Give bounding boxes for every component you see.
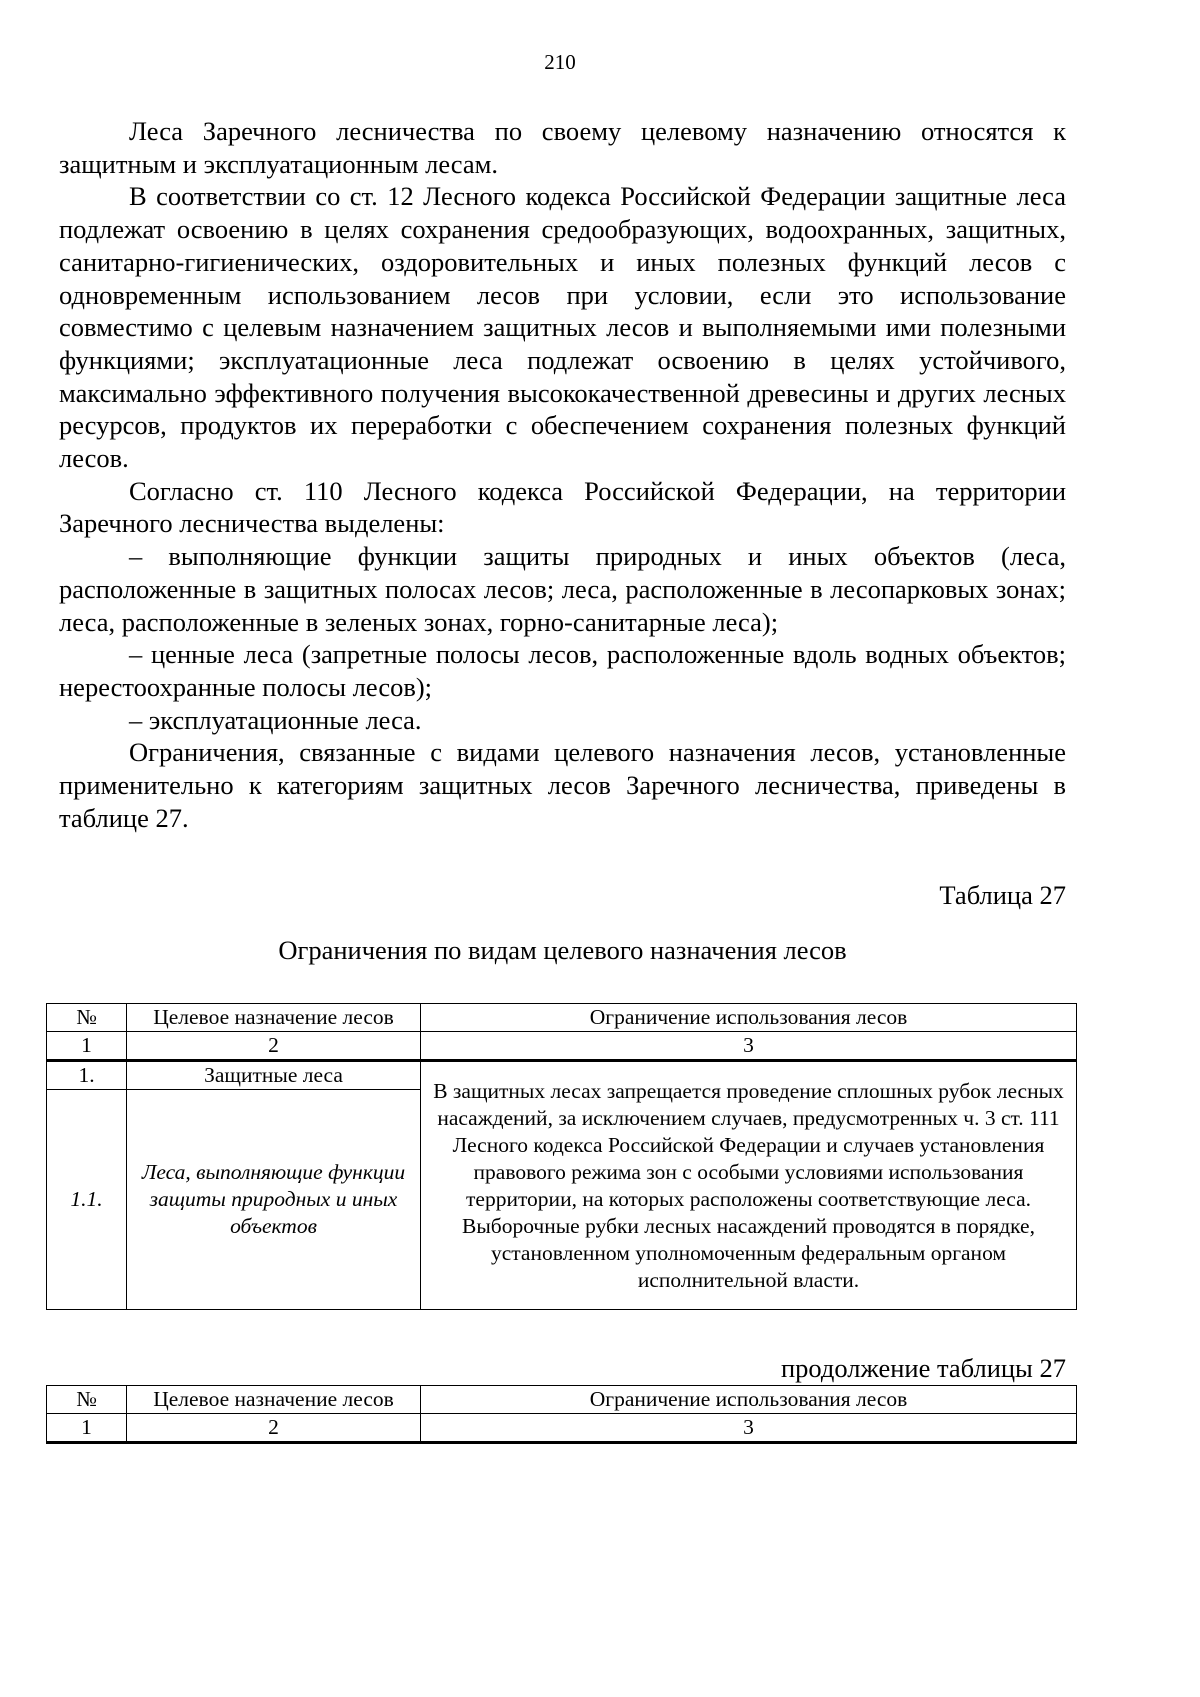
table-header-row xyxy=(47,1004,1077,1032)
list-item-valuable-forests: – ценные леса (запретные полосы лесов, расположенные вдоль водных объектов; нерестоохранные полосы лесов); xyxy=(59,639,1066,702)
row-purpose: Защитные леса xyxy=(127,1061,421,1090)
column-number-3: 3 xyxy=(421,1414,1077,1443)
table-title: Ограничения по видам целевого назначения лесов xyxy=(278,935,847,965)
list-item-protective-functions: – выполняющие функции защиты природных и иных объектов (леса, расположенные в защитных полосах лесов; леса, расположенные в лесопарковых зонах; леса, расположенные в зеленых зонах, горно-санитарные леса); xyxy=(59,541,1066,637)
paragraph-forest-code-art-110: Согласно ст. 110 Лесного кодекса Российской Федерации, на территории Заречного лесничества выделены: xyxy=(59,475,1066,539)
list-item-exploitation-forests: – эксплуатационные леса. xyxy=(129,704,422,735)
table-caption: Таблица 27 xyxy=(939,880,1066,910)
row-purpose: Леса, выполняющие функции защиты природных и иных объектов xyxy=(127,1090,421,1310)
paragraph-table-reference: Ограничения, связанные с видами целевого назначения лесов, установленные применительно к категориям защитных лесов Заречного лесничества, приведены в таблице 27. xyxy=(59,737,1066,833)
page-number: 210 xyxy=(544,50,576,74)
restriction-paragraph: Выборочные рубки лесных насаждений проводятся в порядке, установленном уполномоченным федеральным органом исполнительной власти. xyxy=(462,1213,1035,1292)
row-number: 1. xyxy=(47,1061,127,1090)
column-number-2: 2 xyxy=(127,1032,421,1061)
table-header-row xyxy=(47,1386,1077,1414)
column-number-row xyxy=(47,1032,1077,1061)
paragraph-forest-code-art-12: В соответствии со ст. 12 Лесного кодекса Российской Федерации защитные леса подлежат освоению в целях сохранения средообразующих, водоохранных, защитных, санитарно-гигиенических, оздоровительных и иных полезных функций лесов с одновременным использованием лесов при условии, если это использование совместимо с целевым назначением защитных лесов и выполняемыми ими полезными функциями; эксплуатационные леса подлежат освоению в целях устойчивого, максимально эффективного получения высококачественной древесины и других лесных ресурсов, продуктов их переработки с обеспечением сохранения полезных функций лесов. xyxy=(59,181,1066,474)
header-purpose: Целевое назначение лесов xyxy=(127,1004,421,1032)
paragraph-forest-purpose: Леса Заречного лесничества по своему целевому назначению относятся к защитным и эксплуатационным лесам. xyxy=(59,116,1066,179)
restrictions-table xyxy=(46,1003,1077,1310)
column-number-2: 2 xyxy=(127,1414,421,1443)
restriction-paragraph: В защитных лесах запрещается проведение сплошных рубок лесных насаждений, за исключением случаев, предусмотренных ч. 3 ст. 111 Лесного кодекса Российской Федерации и случаев установления правового режима зон с особыми условиями использования территории, на которых расположены соответствующие леса. xyxy=(433,1078,1064,1211)
column-number-3: 3 xyxy=(421,1032,1077,1061)
header-number: № xyxy=(47,1386,127,1414)
header-restriction: Ограничение использования лесов xyxy=(421,1386,1077,1414)
row-restriction xyxy=(421,1061,1077,1310)
continuation-table xyxy=(46,1385,1077,1444)
row-number: 1.1. xyxy=(47,1090,127,1310)
table-row xyxy=(47,1061,1077,1090)
continuation-caption: продолжение таблицы 27 xyxy=(780,1353,1066,1383)
header-purpose: Целевое назначение лесов xyxy=(127,1386,421,1414)
column-number-1: 1 xyxy=(47,1032,127,1061)
body-text xyxy=(59,115,1066,834)
column-number-1: 1 xyxy=(47,1414,127,1443)
header-number: № xyxy=(47,1004,127,1032)
column-number-row xyxy=(47,1414,1077,1443)
header-restriction: Ограничение использования лесов xyxy=(421,1004,1077,1032)
